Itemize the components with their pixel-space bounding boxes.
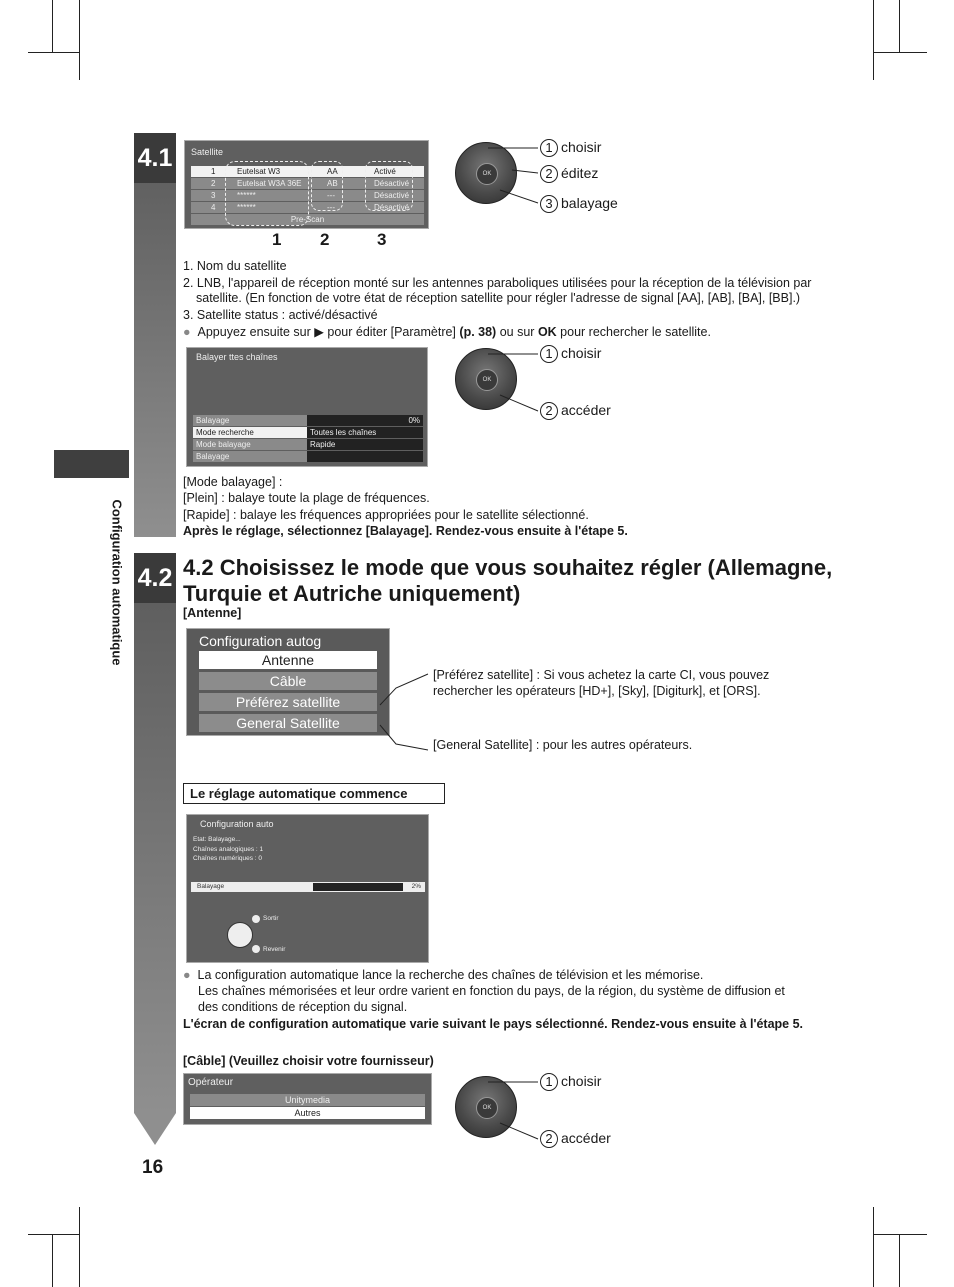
- scan-row-value: Rapide: [307, 439, 423, 450]
- satellite-cell-sat: ******: [237, 191, 256, 200]
- note-pref-2: rechercher les opérateurs [HD+], [Sky], [Digiturk], et [ORS].: [433, 684, 761, 698]
- analog-line: Chaînes analogiques : 1: [193, 846, 264, 853]
- marker-1: 1: [272, 230, 282, 249]
- back-label: Revenir: [263, 946, 286, 953]
- back-dot-icon: [252, 945, 260, 953]
- satellite-cell-status: Désactivé: [374, 179, 410, 188]
- satellite-cell-n: 2: [211, 179, 216, 188]
- highlight-3: [365, 161, 413, 211]
- ok-button-icon: OK: [476, 1097, 498, 1119]
- section-41-number: 4.1: [134, 133, 176, 183]
- progress-row: [191, 882, 425, 892]
- satellite-cell-n: 3: [211, 191, 216, 200]
- operator-unitymedia[interactable]: Unitymedia: [190, 1094, 425, 1106]
- remote2-label-2: 2 accéder: [540, 402, 611, 420]
- right-arrow-icon: ▶: [314, 325, 324, 339]
- section-42-number: 4.2: [134, 553, 176, 603]
- note-pref-1: [Préférez satellite] : Si vous achetez la carte CI, vous pouvez: [433, 668, 770, 682]
- satellite-cell-lnb: AB: [327, 179, 338, 188]
- auto-config-title: Configuration auto: [200, 819, 274, 829]
- satellite-cell-sat: Eutelsat W3A 36E: [237, 179, 302, 188]
- antenne-label: [Antenne]: [183, 606, 242, 620]
- marker-2: 2: [320, 230, 330, 249]
- mode-text-1: [Mode balayage] :: [183, 475, 283, 489]
- remote3-label-1: 1 choisir: [540, 1073, 601, 1091]
- final-text: L'écran de configuration automatique varie suivant le pays sélectionné. Rendez-vous ensuite à l'étape 5.: [183, 1017, 804, 1031]
- state-line: Etat: Balayage...: [193, 836, 241, 843]
- dpad-icon: [227, 922, 253, 948]
- note-general: [General Satellite] : pour les autres opérateurs.: [433, 738, 693, 752]
- scan-row-value: 0%: [307, 415, 423, 426]
- auto-config-screen: [186, 814, 429, 963]
- scan-row[interactable]: [193, 439, 423, 450]
- scan-row[interactable]: [193, 427, 423, 438]
- satellite-cell-sat: Eutelsat W3: [237, 167, 281, 176]
- scan-screen: [186, 347, 428, 467]
- section-41-bar: [134, 133, 176, 537]
- scan-row[interactable]: [193, 451, 423, 462]
- satellite-screen: [184, 140, 429, 229]
- progress-track: [311, 883, 403, 891]
- info-3: des conditions de réception du signal.: [198, 1000, 408, 1014]
- operator-autres[interactable]: Autres: [190, 1107, 425, 1119]
- menu-item-preferez-satellite[interactable]: Préférez satellite: [199, 693, 377, 711]
- info-1: ● La configuration automatique lance la recherche des chaînes de télévision et les mémorise.: [183, 968, 704, 982]
- marker-3: 3: [377, 230, 387, 249]
- scan-row-label: Mode balayage: [196, 440, 251, 449]
- ok-button-icon: OK: [476, 369, 498, 391]
- prescan-label: Pre-Scan: [290, 215, 325, 224]
- digital-line: Chaînes numériques : 0: [193, 855, 263, 862]
- auto-start-box: Le réglage automatique commence: [183, 783, 445, 804]
- satellite-cell-n: 4: [211, 203, 216, 212]
- pointer-lines-2: [470, 345, 550, 425]
- list-item-1: 1. Nom du satellite: [183, 259, 287, 273]
- remote1-label-2: 2 éditez: [540, 165, 598, 183]
- progress-label: Balayage: [197, 883, 225, 890]
- scan-row-label: Balayage: [196, 416, 230, 425]
- menu-item-cable[interactable]: Câble: [199, 672, 377, 690]
- remote1-label-3: 3 balayage: [540, 195, 618, 213]
- callout-lines: [376, 670, 436, 760]
- scan-row-value: Toutes les chaînes: [307, 427, 423, 438]
- config-menu-title: Configuration autog: [199, 633, 322, 649]
- scan-row[interactable]: [193, 415, 423, 426]
- progress-value: 2%: [411, 883, 421, 890]
- scan-row-value: [307, 451, 423, 462]
- config-menu: [186, 628, 390, 736]
- pointer-lines-1: [470, 140, 550, 220]
- progress-fill: [311, 883, 313, 891]
- menu-item-general-satellite[interactable]: General Satellite: [199, 714, 377, 732]
- exit-label: Sortir: [263, 915, 279, 922]
- satellite-cell-status: Désactivé: [374, 191, 410, 200]
- satellite-cell-sat: ******: [237, 203, 256, 212]
- mode-text-3: [Rapide] : balaye les fréquences appropriées pour le satellite sélectionné.: [183, 508, 589, 522]
- exit-dot-icon: [252, 915, 260, 923]
- list-item-3: 3. Satellite status : activé/désactivé: [183, 308, 378, 322]
- mode-text-2: [Plein] : balaye toute la plage de fréquences.: [183, 491, 430, 505]
- list-item-2b: satellite. (En fonction de votre état de réception satellite pour régler l'adresse de signal [AA], [AB], [BA], [BB].): [196, 291, 801, 305]
- section-42-bar-tip: [134, 1113, 176, 1145]
- operator-title: Opérateur: [188, 1077, 234, 1088]
- section-42-heading: 4.2 Choisissez le mode que vous souhaitez régler (Allemagne, Turquie et Autriche uniquement): [183, 555, 833, 606]
- after-text: Après le réglage, sélectionnez [Balayage]. Rendez-vous ensuite à l'étape 5.: [183, 524, 628, 538]
- scan-screen-title: Balayer ttes chaînes: [196, 352, 278, 362]
- remote1-label-1: 1 choisir: [540, 139, 601, 157]
- scan-row-label: Balayage: [196, 452, 230, 461]
- highlight-1: [225, 161, 309, 226]
- list-item-2: 2. LNB, l'appareil de réception monté sur les antennes paraboliques utilisées pour la réception de la télévision par: [183, 276, 812, 290]
- satellite-cell-lnb: ---: [327, 191, 335, 200]
- satellite-cell-status: Désactivé: [374, 203, 410, 212]
- satellite-cell-n: 1: [211, 167, 216, 176]
- scan-row-label: Mode recherche: [196, 428, 254, 437]
- side-tab-label: Configuration automatique: [109, 499, 125, 666]
- page-number: 16: [142, 1157, 164, 1178]
- cable-label: [Câble] (Veuillez choisir votre fournisseur): [183, 1054, 434, 1068]
- pointer-lines-3: [470, 1073, 550, 1153]
- ok-button-icon: OK: [476, 163, 498, 185]
- remote3-label-2: 2 accéder: [540, 1130, 611, 1148]
- satellite-cell-lnb: ---: [327, 203, 335, 212]
- satellite-cell-lnb: AA: [327, 167, 338, 176]
- bullet-line: ● Appuyez ensuite sur ▶ pour éditer [Paramètre] (p. 38) ou sur OK pour rechercher le satellite.: [183, 325, 711, 339]
- satellite-screen-title: Satellite: [191, 147, 224, 157]
- info-2: Les chaînes mémorisées et leur ordre varient en fonction du pays, de la région, du système de diffusion et: [198, 984, 785, 998]
- menu-item-antenne[interactable]: Antenne: [199, 651, 377, 669]
- highlight-2: [311, 161, 343, 211]
- operator-screen: [183, 1073, 432, 1125]
- remote2-label-1: 1 choisir: [540, 345, 601, 363]
- section-42-bar: [134, 553, 176, 1113]
- satellite-cell-status: Activé: [374, 167, 396, 176]
